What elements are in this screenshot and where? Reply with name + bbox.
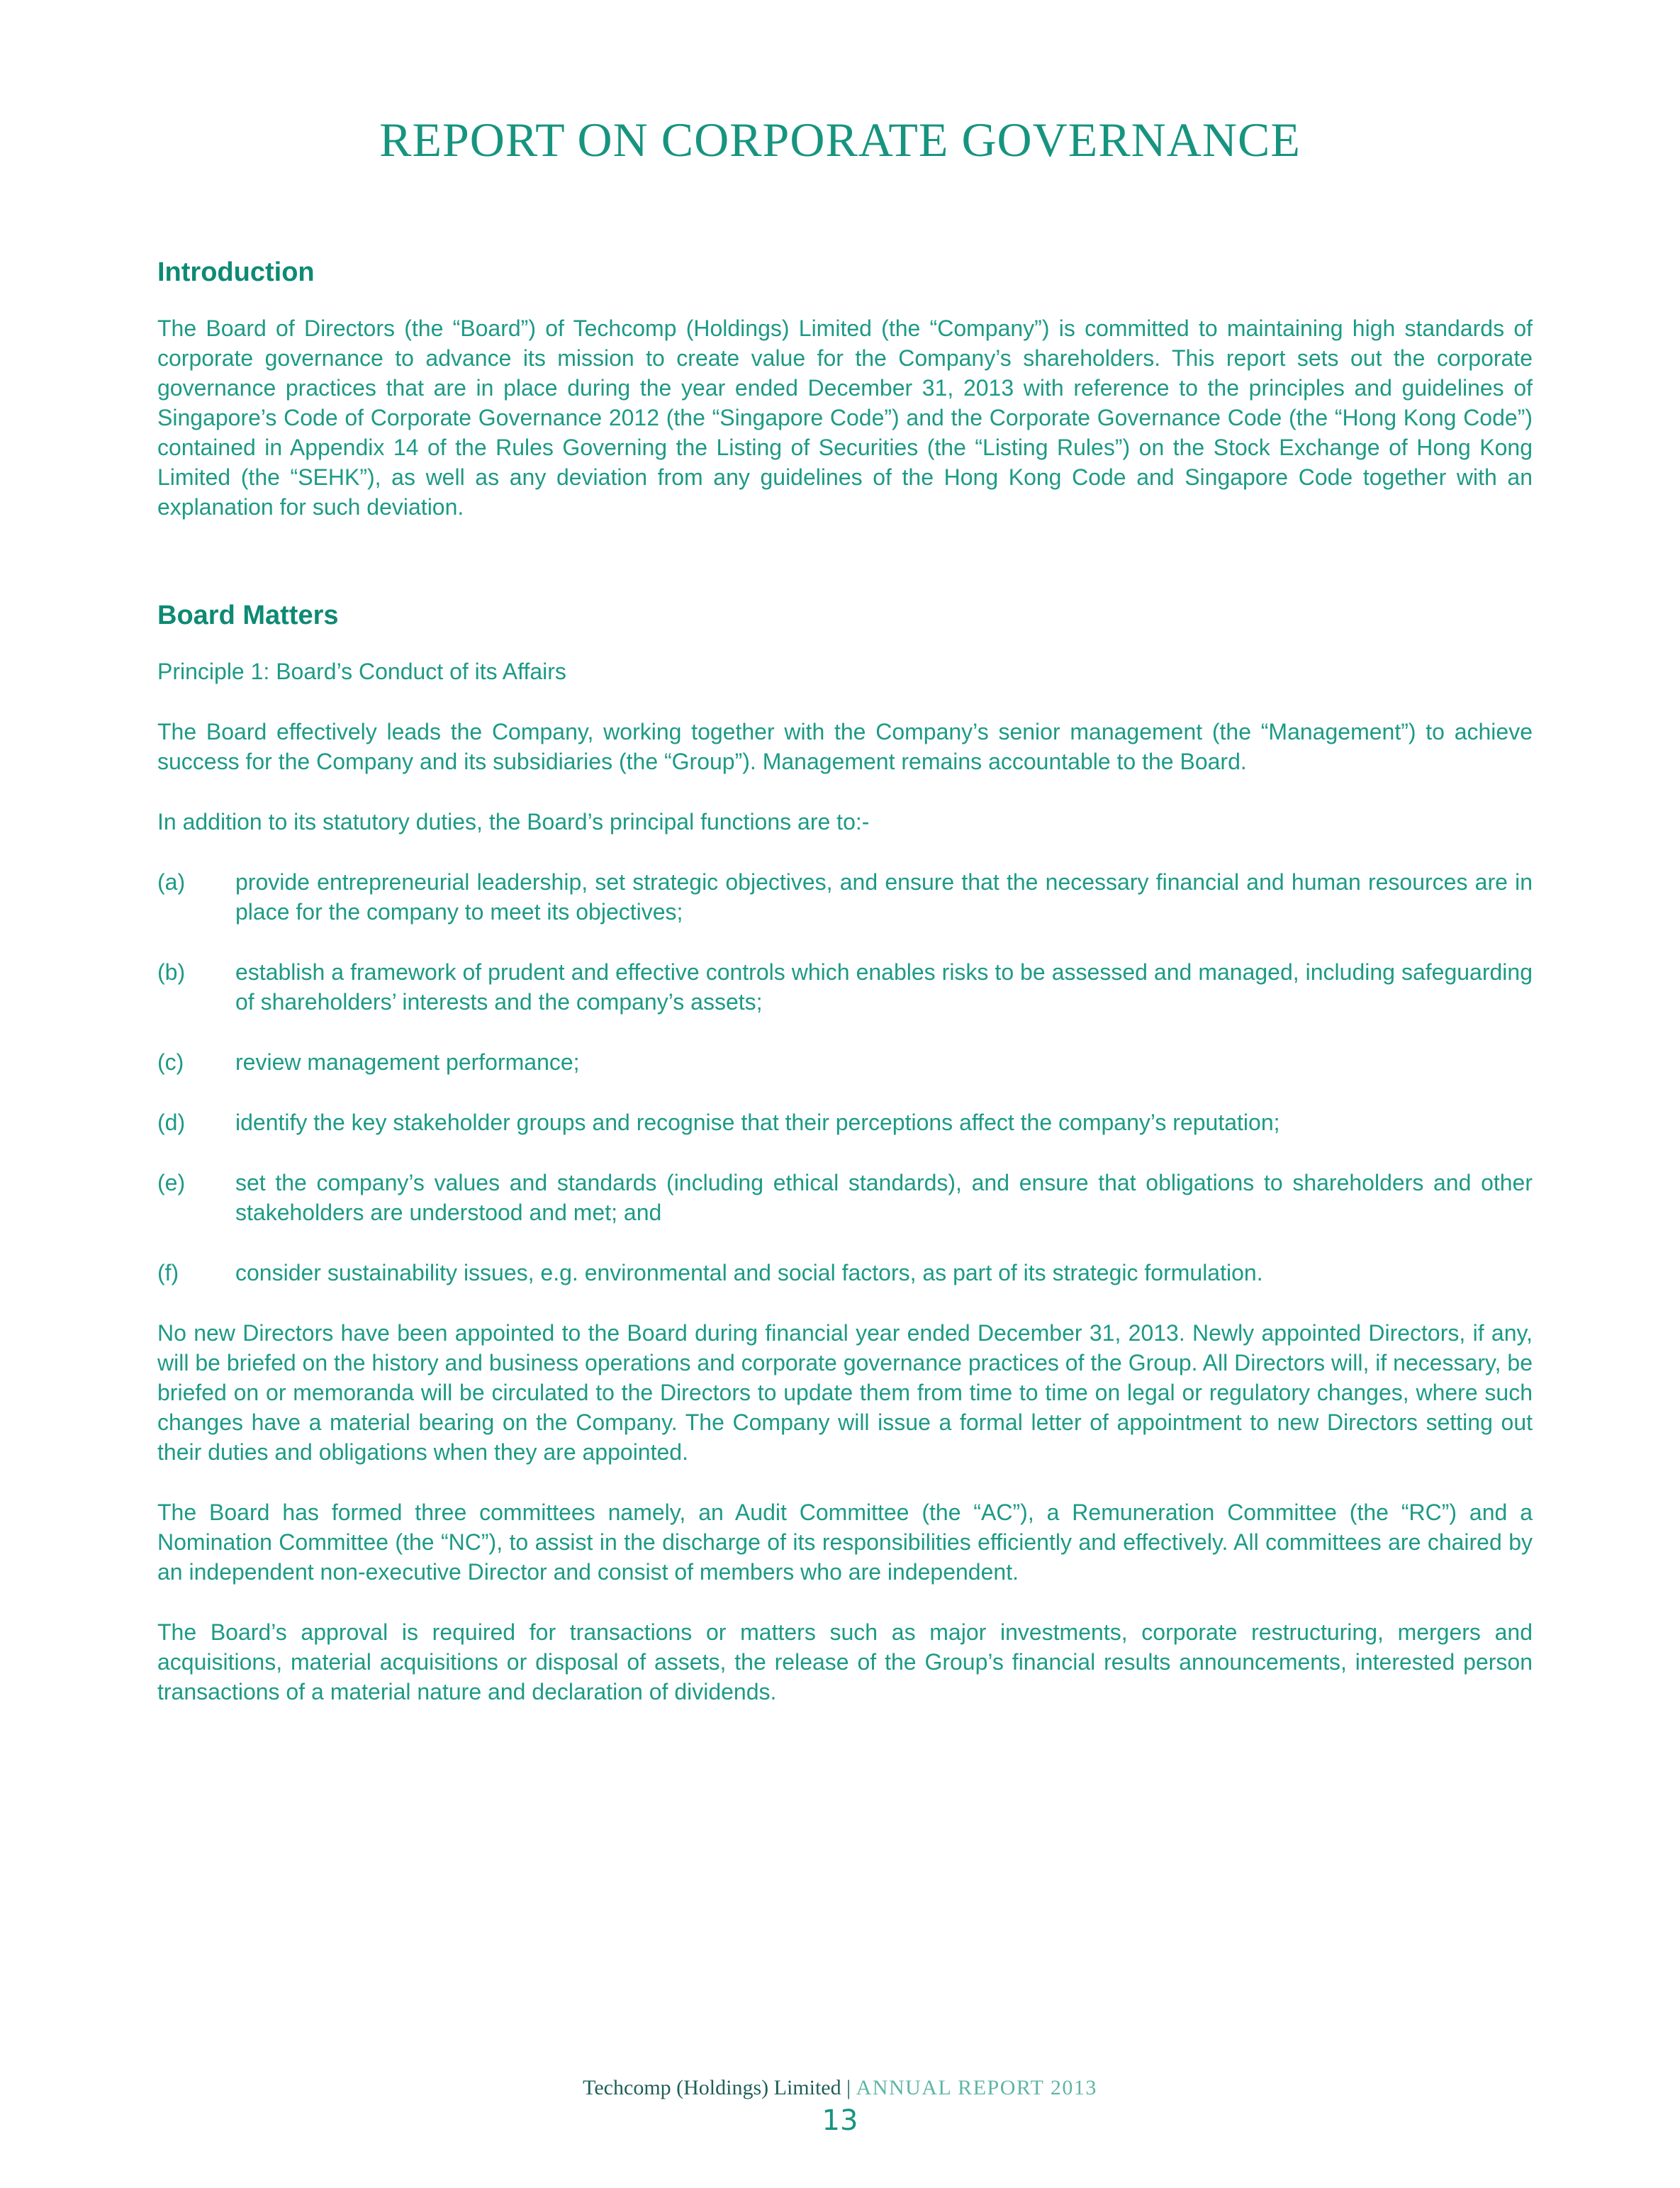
list-item-label: (a) [157,869,186,895]
page-footer [0,2076,1680,2100]
main-content [157,255,1533,1737]
footer-company: Techcomp (Holdings) Limited [583,2076,841,2099]
board-paragraph-1: The Board effectively leads the Company, working together with the Company’s senior management (the “Management”) to achieve success for the Company and its subsidiaries (the “Group”). Management remains accountable to the Board. [157,719,1533,774]
list-item-text: consider sustainability issues, e.g. environmental and social factors, as part of its strategic formulation. [235,1260,1263,1285]
list-item [157,1107,1533,1137]
page-title: REPORT ON CORPORATE GOVERNANCE [379,113,1301,167]
list-item [157,1168,1533,1227]
list-item-text: identify the key stakeholder groups and recognise that their perceptions affect the company’s reputation; [235,1110,1280,1135]
list-item-label: (c) [157,1049,184,1075]
footer-report-title: ANNUAL REPORT 2013 [856,2076,1097,2099]
introduction-heading: Introduction [157,257,315,287]
list-item-text: establish a framework of prudent and effective controls which enables risks to be assessed and managed, including safeguarding of shareholders’ interests and the company’s assets; [235,959,1533,1015]
board-paragraph-4: The Board has formed three committees namely, an Audit Committee (the “AC”), a Remuneration Committee (the “RC”) and a Nomination Committee (the “NC”), to assist in the discharge of its responsibilities efficiently and effectively. All committees are chaired by an independent non-executive Director and consist of members who are independent. [157,1500,1533,1585]
page-number: 13 [822,2104,858,2137]
board-paragraph-5: The Board’s approval is required for transactions or matters such as major investments, corporate restructuring, mergers and acquisitions, material acquisitions or disposal of assets, the release of the Group’s financial results announcements, interested person transactions of a material nature and declaration of dividends. [157,1619,1533,1704]
list-item-label: (d) [157,1110,186,1135]
board-paragraph-2: In addition to its statutory duties, the Board’s principal functions are to:- [157,809,870,835]
list-item-text: set the company’s values and standards (including ethical standards), and ensure that obligations to shareholders and other stakeholders are understood and met; and [235,1170,1533,1225]
list-item [157,1047,1533,1077]
list-item-label: (b) [157,959,186,985]
list-item [157,867,1533,927]
board-matters-heading: Board Matters [157,601,339,630]
footer-separator: | [846,2076,851,2099]
list-item-label: (f) [157,1260,179,1285]
board-paragraph-3: No new Directors have been appointed to the Board during financial year ended December 31, 2013. Newly appointed Directors, if any, will be briefed on the history and business operations and corporate governance practices of the Group. All Directors will, if necessary, be briefed on or memoranda will be circulated to the Directors to update them from time to time on legal or regulatory changes, where such changes have a material bearing on the Company. The Company will issue a formal letter of appointment to new Directors setting out their duties and obligations when they are appointed. [157,1320,1533,1465]
principle-subheading: Principle 1: Board’s Conduct of its Affairs [157,659,566,684]
list-item [157,957,1533,1017]
list-item-text: provide entrepreneurial leadership, set strategic objectives, and ensure that the necessary financial and human resources are in place for the company to meet its objectives; [235,869,1533,925]
introduction-paragraph: The Board of Directors (the “Board”) of Techcomp (Holdings) Limited (the “Company”) is committed to maintaining high standards of corporate governance to advance its mission to create value for the Company’s shareholders. This report sets out the corporate governance practices that are in place during the year ended December 31, 2013 with reference to the principles and guidelines of Singapore’s Code of Corporate Governance 2012 (the “Singapore Code”) and the Corporate Governance Code (the “Hong Kong Code”) contained in Appendix 14 of the Rules Governing the Listing of Securities (the “Listing Rules”) on the Stock Exchange of Hong Kong Limited (the “SEHK”), as well as any deviation from any guidelines of the Hong Kong Code and Singapore Code together with an explanation for such deviation. [157,316,1533,520]
list-item-label: (e) [157,1170,186,1195]
list-item [157,1258,1533,1288]
list-item-text: review management performance; [235,1049,580,1075]
